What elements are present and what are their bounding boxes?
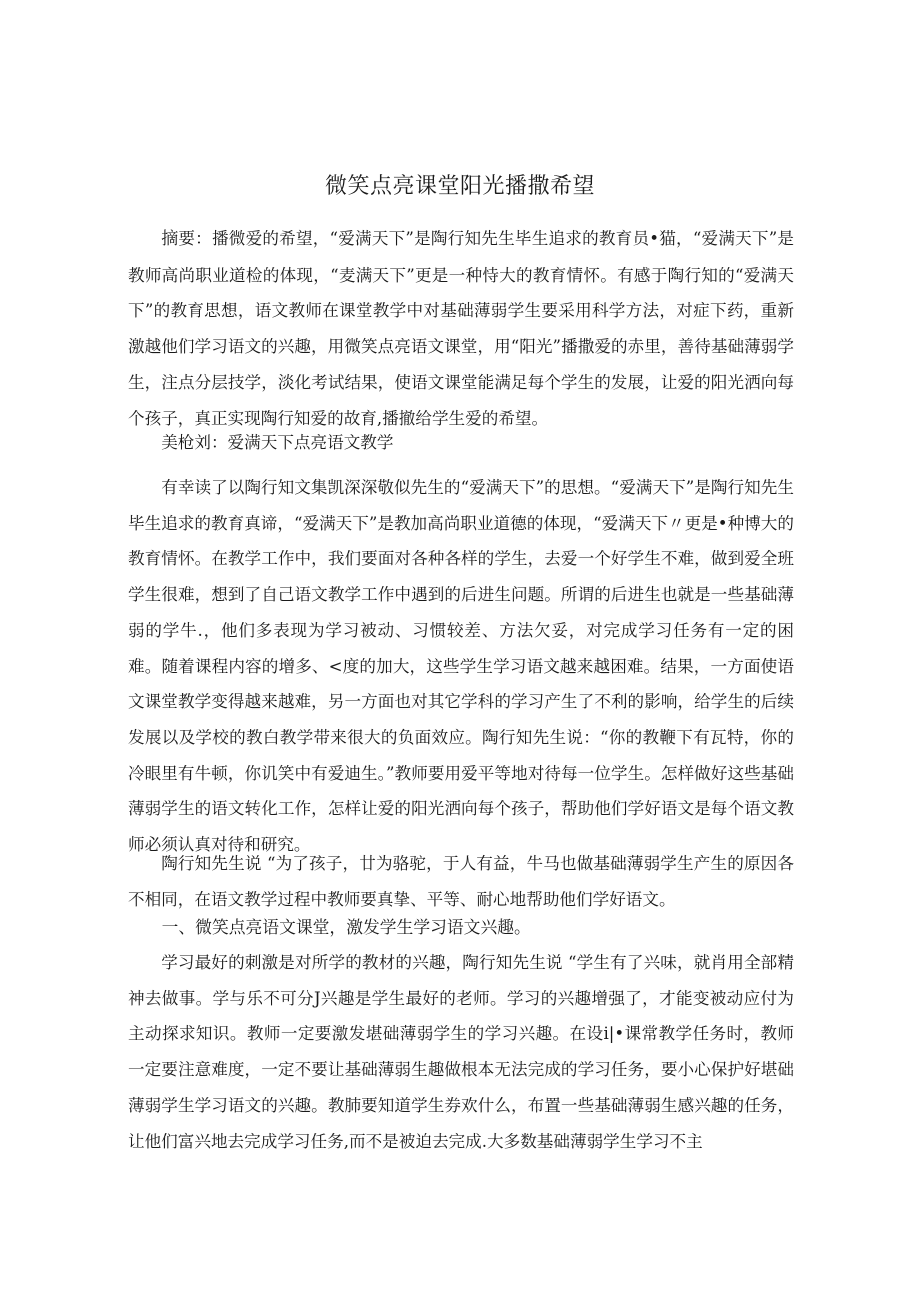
abstract-paragraph [128, 221, 794, 436]
body-paragraph-3: 学习最好的刺激是对所学的教材的兴趣，陶行知先生说 “学生有了兴味，就肖用全部精神去做事。学与乐不可分J兴趣是学生最好的老师。学习的兴趣增强了，才能变被动应付为主动探求知识。教师一定要激发堪础薄弱学生的学习兴趣。在设i|•课常教学任务时，教师一定要注意难度，一定不要让基础薄弱生趣做根本无法完成的学习任务，要小心保护好堪础薄弱学生学习语文的兴趣。教肺要知道学生券欢什么，布置一些基础薄弱生感兴趣的任务，让他们富兴地去完成学习任务,而不是被迫去完成.大多数基础薄弱学生学习不主 [128, 953, 794, 1151]
abstract-text: 要：播微爱的希望，“爱满天下”是陶行知先生毕生追求的教育员•猫，“爱满天下”是教师高尚职业道检的体现，“麦满天下”更是一种恃大的教育情怀。有感于陶行知的“爱满天下”的教育思想，语文教师在课堂教学中对基础薄弱学生要采用科学方法，对症下药，重新激越他们学习语文的兴趣，用微笑点亮语文课堂，用“阳光”播撒爱的赤里，善待基础薄弱学生，注点分层技学，淡化考试结果，使语文课堂能满足每个学生的发展，让爱的阳光洒向每个孩子，真正实现陶行知爱的故育,播撤给学生爱的希望。 [128, 229, 795, 428]
section-heading: 一、微笑点亮语文课堂，激发学生学习语文兴趣。 [161, 917, 531, 937]
keywords-line: 美枪刘：爱满天下点亮语文教学 [161, 433, 394, 452]
body-paragraph-2: 陶行知先生说 “为了孩子，廿为骆驼，于人有益，牛马也做基础薄弱学生产生的原因各不相同，在语文教学过程中教师要真挚、平等、耐心地帮助他们学好语文。 [128, 854, 794, 909]
body-paragraph-1: 有幸读了以陶行知文集凯深深敬似先生的“爱满天下”的思想。“爱满天下”是陶行知先生毕生追求的教育真谛，“爱满天下”是教加高尚职业道德的体现，“爱满天下〃更是•种博大的教育情怀。在教学工作中，我们要面对各种各样的学生，去爱一个好学生不难，做到爱全班学生很难，想到了自己语文教学工作中遇到的后进生问题。所谓的后进生也就是一些基础薄弱的学牛.，他们多表现为学习被动、习惯较差、方法欠妥，对完成学习任务有一定的困难。随着课程内容的增多、<度的加大，这些学生学习语文越来越困难。结果，一方面使语文课堂教学变得越来越难，另一方面也对其它学科的学习产生了不利的影响，给学生的后续发展以及学校的教白教学带来很大的负面效应。陶行知先生说：“你的教鞭下有瓦特，你的冷眼里有牛顿，你讥笑中有爱迪生。”教师要用爱平等地对待每一位学生。怎样做好这些基础薄弱学生的语文转化工作，怎样让爱的阳光洒向每个孩子，帮助他们学好语文是每个语文教师必须认真对待和研究。 [128, 478, 794, 855]
document-title: 微笑点亮课堂阳光播撒希望 [324, 174, 595, 199]
abstract-label: 摘 [161, 229, 179, 249]
